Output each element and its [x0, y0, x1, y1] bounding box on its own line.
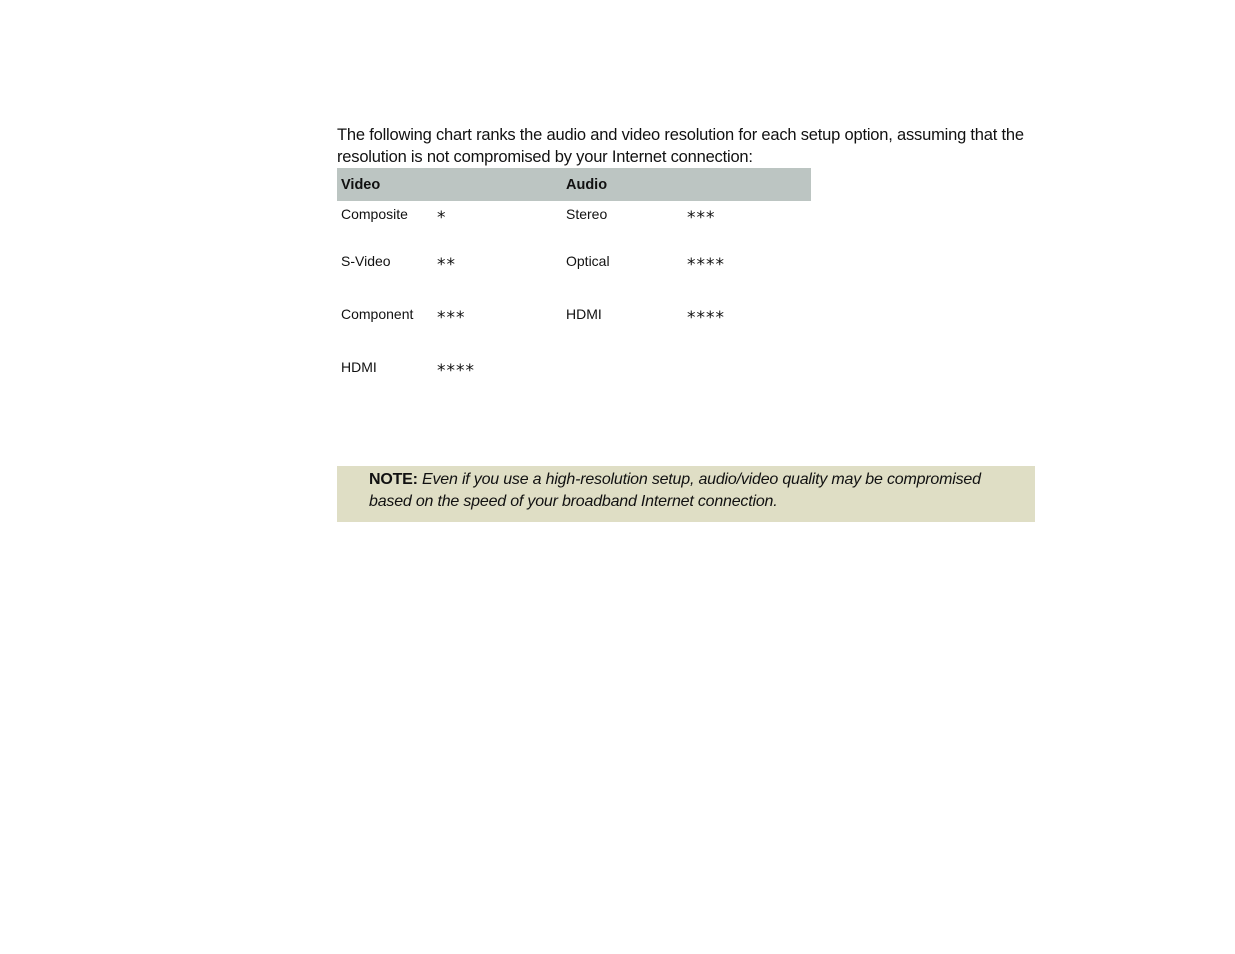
video-rating	[433, 300, 562, 353]
table-row	[337, 201, 811, 247]
video-option: HDMI	[341, 359, 377, 375]
header-audio: Audio	[562, 168, 683, 201]
note-callout	[337, 466, 1035, 522]
video-rating	[433, 353, 562, 406]
intro-paragraph: The following chart ranks the audio and video resolution for each setup option, assuming that the resolution is not compromised by your Internet connection:	[337, 125, 1024, 166]
table-row	[337, 353, 811, 406]
note-text: Even if you use a high-resolution setup, audio/video quality may be compromised based on the speed of your broadband Internet connection.	[369, 471, 981, 510]
video-rating	[433, 201, 562, 247]
audio-rating	[683, 353, 811, 406]
video-option: Composite	[341, 206, 408, 222]
video-rating-stars: *	[437, 208, 447, 228]
header-video-rank	[433, 168, 562, 201]
table-header-row	[337, 168, 811, 201]
audio-option: Optical	[566, 253, 610, 269]
table-row	[337, 247, 811, 300]
audio-rating-stars: ***	[687, 208, 716, 228]
resolution-ranking-table	[337, 168, 811, 406]
header-video: Video	[337, 168, 433, 201]
table-row	[337, 300, 811, 353]
video-rating-stars: **	[437, 255, 456, 275]
note-label: NOTE:	[369, 471, 418, 488]
video-option: S-Video	[341, 253, 391, 269]
audio-rating	[683, 247, 811, 300]
audio-rating	[683, 300, 811, 353]
audio-option: HDMI	[566, 306, 602, 322]
video-option: Component	[341, 306, 414, 322]
audio-rating-stars: ****	[687, 255, 725, 275]
video-rating-stars: ****	[437, 361, 475, 381]
header-audio-rank	[683, 168, 811, 201]
audio-rating	[683, 201, 811, 247]
audio-option	[562, 353, 683, 406]
video-rating-stars: ***	[437, 308, 466, 328]
video-rating	[433, 247, 562, 300]
audio-option: Stereo	[566, 206, 608, 222]
audio-rating-stars: ****	[687, 308, 725, 328]
